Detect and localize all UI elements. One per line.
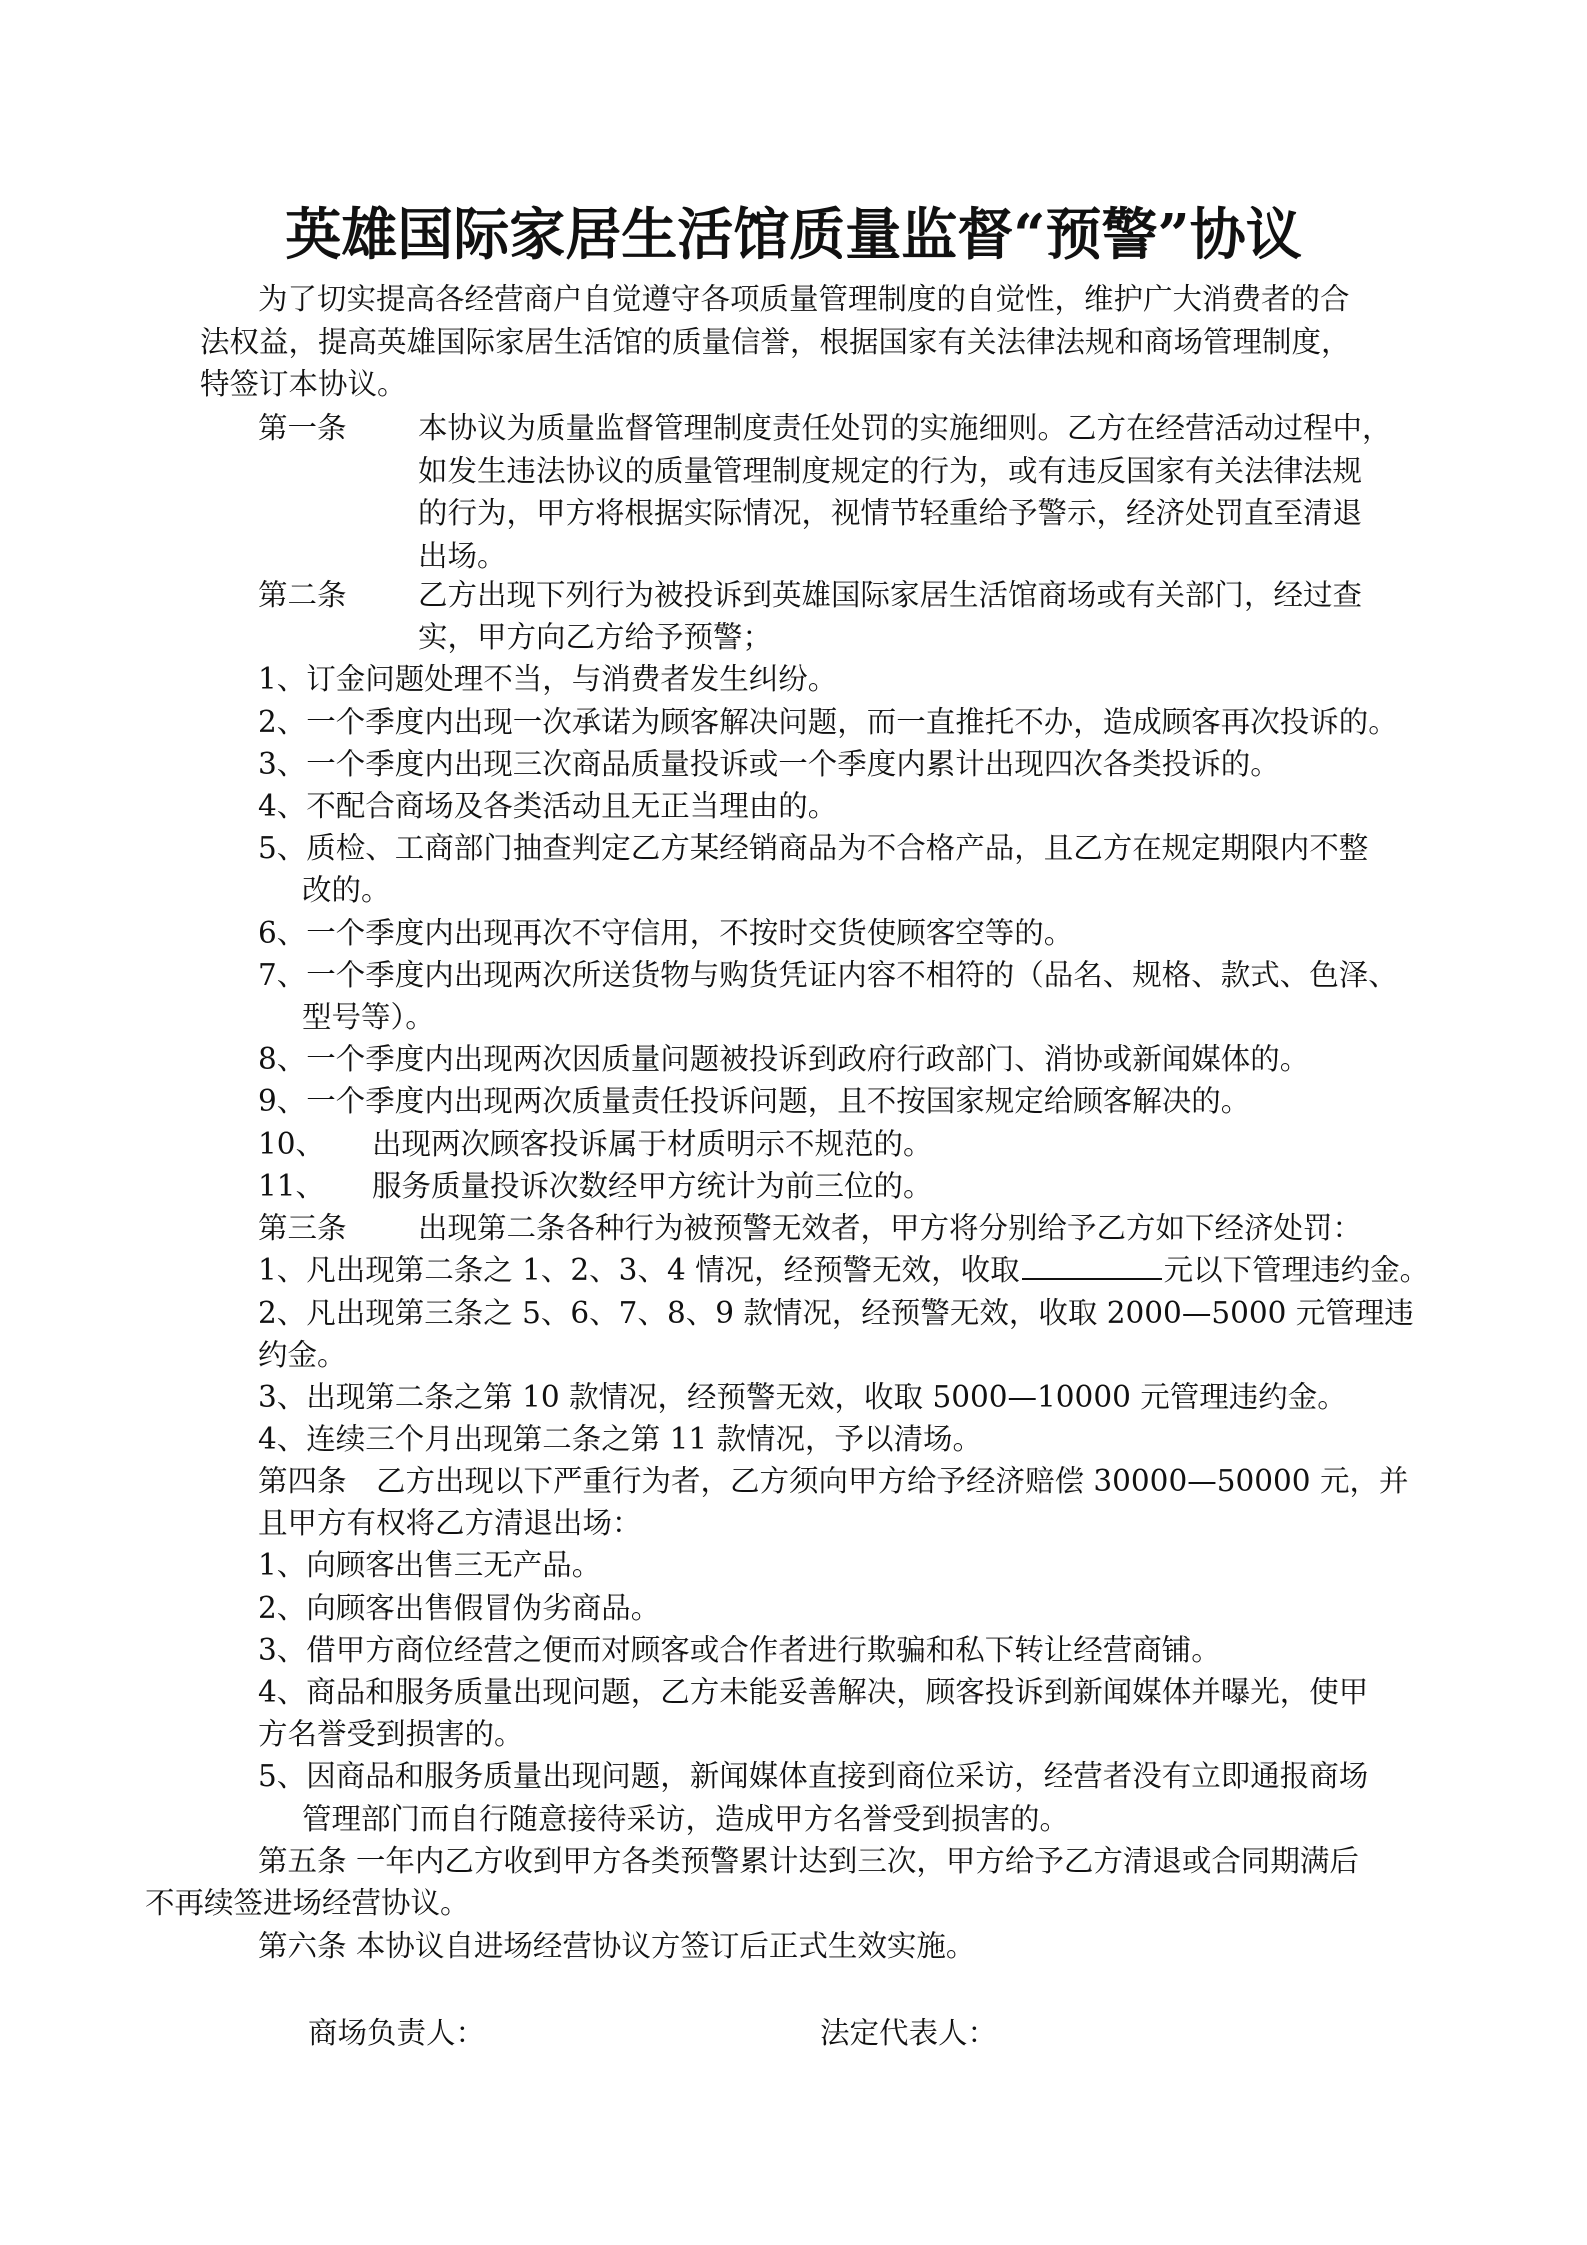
article-2-item: 2、一个季度内出现一次承诺为顾客解决问题，而一直推托不办，造成顾客再次投诉的。 bbox=[258, 705, 1398, 739]
article-2-line: 实，甲方向乙方给予预警； bbox=[418, 620, 773, 654]
article-4-item: 3、借甲方商位经营之便而对顾客或合作者进行欺骗和私下转让经营商铺。 bbox=[258, 1633, 1221, 1667]
article-2-item-number: 11、 bbox=[258, 1169, 326, 1203]
article-2-item: 改的。 bbox=[302, 873, 391, 907]
article-3-item: 4、连续三个月出现第二条之第 11 款情况，予以清场。 bbox=[258, 1422, 983, 1456]
article-3-item-with-blank bbox=[258, 1250, 1429, 1290]
article-5-line: 不再续签进场经营协议。 bbox=[145, 1886, 470, 1920]
article-3-item-text: 1、凡出现第二条之 1、2、3、4 情况，经预警无效，收取 bbox=[258, 1253, 1020, 1287]
article-5-line: 第五条 一年内乙方收到甲方各类预警累计达到三次，甲方给予乙方清退或合同期满后 bbox=[258, 1844, 1359, 1878]
article-2-item: 3、一个季度内出现三次商品质量投诉或一个季度内累计出现四次各类投诉的。 bbox=[258, 747, 1280, 781]
article-2-item: 8、一个季度内出现两次因质量问题被投诉到政府行政部门、消协或新闻媒体的。 bbox=[258, 1042, 1310, 1076]
fill-in-blank bbox=[1022, 1252, 1162, 1280]
article-4-item: 1、向顾客出售三无产品。 bbox=[258, 1548, 602, 1582]
article-4-item: 2、向顾客出售假冒伪劣商品。 bbox=[258, 1591, 661, 1625]
article-2-item: 型号等）。 bbox=[302, 1000, 435, 1034]
article-2-item-number: 10、 bbox=[258, 1127, 326, 1161]
intro-line: 法权益，提高英雄国际家居生活馆的质量信誉，根据国家有关法律法规和商场管理制度， bbox=[200, 325, 1351, 359]
article-2-label: 第二条 bbox=[258, 578, 347, 612]
article-2-item: 5、质检、工商部门抽查判定乙方某经销商品为不合格产品，且乙方在规定期限内不整 bbox=[258, 831, 1369, 865]
article-4-line: 第四条 乙方出现以下严重行为者，乙方须向甲方给予经济赔偿 30000—50000 元，并 bbox=[258, 1464, 1409, 1498]
article-3-item: 3、出现第二条之第 10 款情况，经预警无效，收取 5000—10000 元管理违约金。 bbox=[258, 1380, 1347, 1414]
article-4-item: 方名誉受到损害的。 bbox=[258, 1717, 524, 1751]
document-title: 英雄国际家居生活馆质量监督“预警”协议 bbox=[285, 202, 1302, 268]
intro-line: 为了切实提高各经营商户自觉遵守各项质量管理制度的自觉性，维护广大消费者的合 bbox=[258, 282, 1350, 316]
article-3-item: 约金。 bbox=[258, 1338, 347, 1372]
article-2-item: 服务质量投诉次数经甲方统计为前三位的。 bbox=[372, 1169, 933, 1203]
mall-manager-signature-label: 商场负责人： bbox=[308, 2016, 486, 2050]
article-1-label: 第一条 bbox=[258, 411, 347, 445]
intro-line: 特签订本协议。 bbox=[200, 367, 407, 401]
article-3-label: 第三条 bbox=[258, 1211, 347, 1245]
article-3-item: 2、凡出现第三条之 5、6、7、8、9 款情况，经预警无效，收取 2000—5000 元管理违 bbox=[258, 1296, 1414, 1330]
legal-representative-signature-label: 法定代表人： bbox=[820, 2016, 998, 2050]
article-3-line: 出现第二条各种行为被预警无效者，甲方将分别给予乙方如下经济处罚： bbox=[418, 1211, 1363, 1245]
article-3-item-text: 元以下管理违约金。 bbox=[1163, 1253, 1430, 1287]
article-1-line: 出场。 bbox=[418, 539, 507, 573]
article-2-line: 乙方出现下列行为被投诉到英雄国际家居生活馆商场或有关部门，经过查 bbox=[418, 578, 1363, 612]
article-4-item: 5、因商品和服务质量出现问题，新闻媒体直接到商位采访，经营者没有立即通报商场 bbox=[258, 1759, 1369, 1793]
article-2-item: 7、一个季度内出现两次所送货物与购货凭证内容不相符的（品名、规格、款式、色泽、 bbox=[258, 958, 1398, 992]
article-6-line: 第六条 本协议自进场经营协议方签订后正式生效实施。 bbox=[258, 1929, 976, 1963]
article-2-item: 4、不配合商场及各类活动且无正当理由的。 bbox=[258, 789, 838, 823]
article-1-line: 的行为，甲方将根据实际情况，视情节轻重给予警示，经济处罚直至清退 bbox=[418, 496, 1363, 530]
article-2-item: 出现两次顾客投诉属于材质明示不规范的。 bbox=[372, 1127, 933, 1161]
article-1-line: 如发生违法协议的质量管理制度规定的行为，或有违反国家有关法律法规 bbox=[418, 454, 1363, 488]
article-2-item: 1、订金问题处理不当，与消费者发生纠纷。 bbox=[258, 662, 838, 696]
article-4-item: 管理部门而自行随意接待采访，造成甲方名誉受到损害的。 bbox=[302, 1802, 1070, 1836]
article-1-line: 本协议为质量监督管理制度责任处罚的实施细则。乙方在经营活动过程中， bbox=[418, 411, 1392, 445]
article-2-item: 6、一个季度内出现再次不守信用，不按时交货使顾客空等的。 bbox=[258, 916, 1074, 950]
article-4-item: 4、商品和服务质量出现问题，乙方未能妥善解决，顾客投诉到新闻媒体并曝光，使甲 bbox=[258, 1675, 1369, 1709]
article-4-line: 且甲方有权将乙方清退出场： bbox=[258, 1506, 642, 1540]
article-2-item: 9、一个季度内出现两次质量责任投诉问题，且不按国家规定给顾客解决的。 bbox=[258, 1084, 1251, 1118]
